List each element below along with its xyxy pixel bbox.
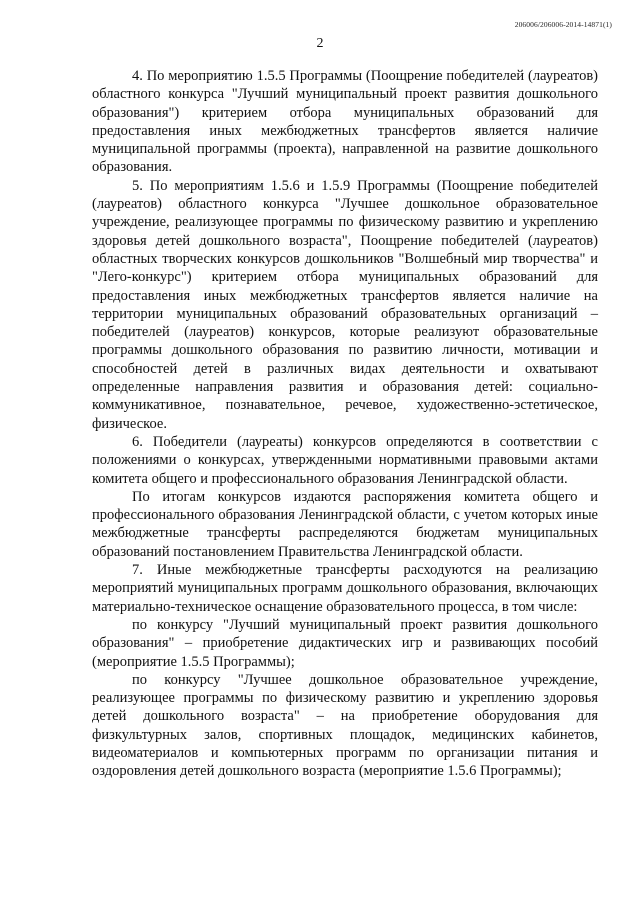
paragraph-orders: По итогам конкурсов издаются распоряжения комитета общего и профессионального образования Ленинградской области, с учетом которых иные межбюджетные трансферты распределяются бюджетам муниципальных образований постановлением Правительства Ленинградской области. [92, 488, 598, 560]
document-body [92, 67, 598, 781]
page-number: 2 [316, 36, 324, 51]
paragraph-6-winners: 6. Победители (лауреаты) конкурсов определяются в соответствии с положениями о конкурсах, утвержденными нормативными правовыми актами комитета общего и профессионального образования Ленинградской области. [92, 433, 598, 487]
paragraph-7-transfers: 7. Иные межбюджетные трансферты расходуются на реализацию мероприятий муниципальных программ дошкольного образования, включающих материально-техническое оснащение образовательного процесса, в том числе: [92, 562, 598, 615]
paragraph-4-measure-1-5-5: 4. По мероприятию 1.5.5 Программы (Поощрение победителей (лауреатов) областного конкурса "Лучший муниципальный проект развития дошкольного образования") критерием отбора муниципальных образований для предоставления иных межбюджетных трансфертов является наличие муниципальной программы (проекта), направленной на развитие дошкольного образования. [92, 68, 598, 176]
paragraph-contest-institution: по конкурсу "Лучшее дошкольное образовательное учреждение, реализующее программы по физическому развитию и укреплению здоровья детей дошкольного возраста" – на приобретение оборудования для физкультурных залов, спортивных площадок, медицинских кабинетов, видеоматериалов и компьютерных программ по организации питания и оздоровления детей дошкольного возраста (мероприятие 1.5.6 Программы); [92, 671, 598, 780]
paragraph-contest-project: по конкурсу "Лучший муниципальный проект развития дошкольного образования" – приобретение дидактических игр и развивающих пособий (мероприятие 1.5.5 Программы); [92, 616, 598, 670]
paragraph-5-measures-1-5-6-1-5-9: 5. По мероприятиям 1.5.6 и 1.5.9 Программы (Поощрение победителей (лауреатов) областного конкурса "Лучшее дошкольное образовательное учреждение, реализующее программы по физическому развитию и укреплению здоровья детей дошкольного возраста", Поощрение победителей (лауреатов) областных творческих конкурсов дошкольников "Волшебный мир творчества" и "Лего-конкурс") критерием отбора муниципальных образований для предоставления иных межбюджетных трансфертов является наличие на территории муниципальных образований образовательных организаций – победителей (лауреатов) конкурсов, которые реализуют образовательные программы дошкольного образования по развитию личности, мотивации и способностей детей в различных видах деятельности и охватывают определенные направления развития и образования детей: социально-коммуникативное, познавательное, речевое, художественно-эстетическое, физическое. [92, 177, 598, 432]
document-id: 206006/206006-2014-14871(1) [514, 20, 612, 29]
